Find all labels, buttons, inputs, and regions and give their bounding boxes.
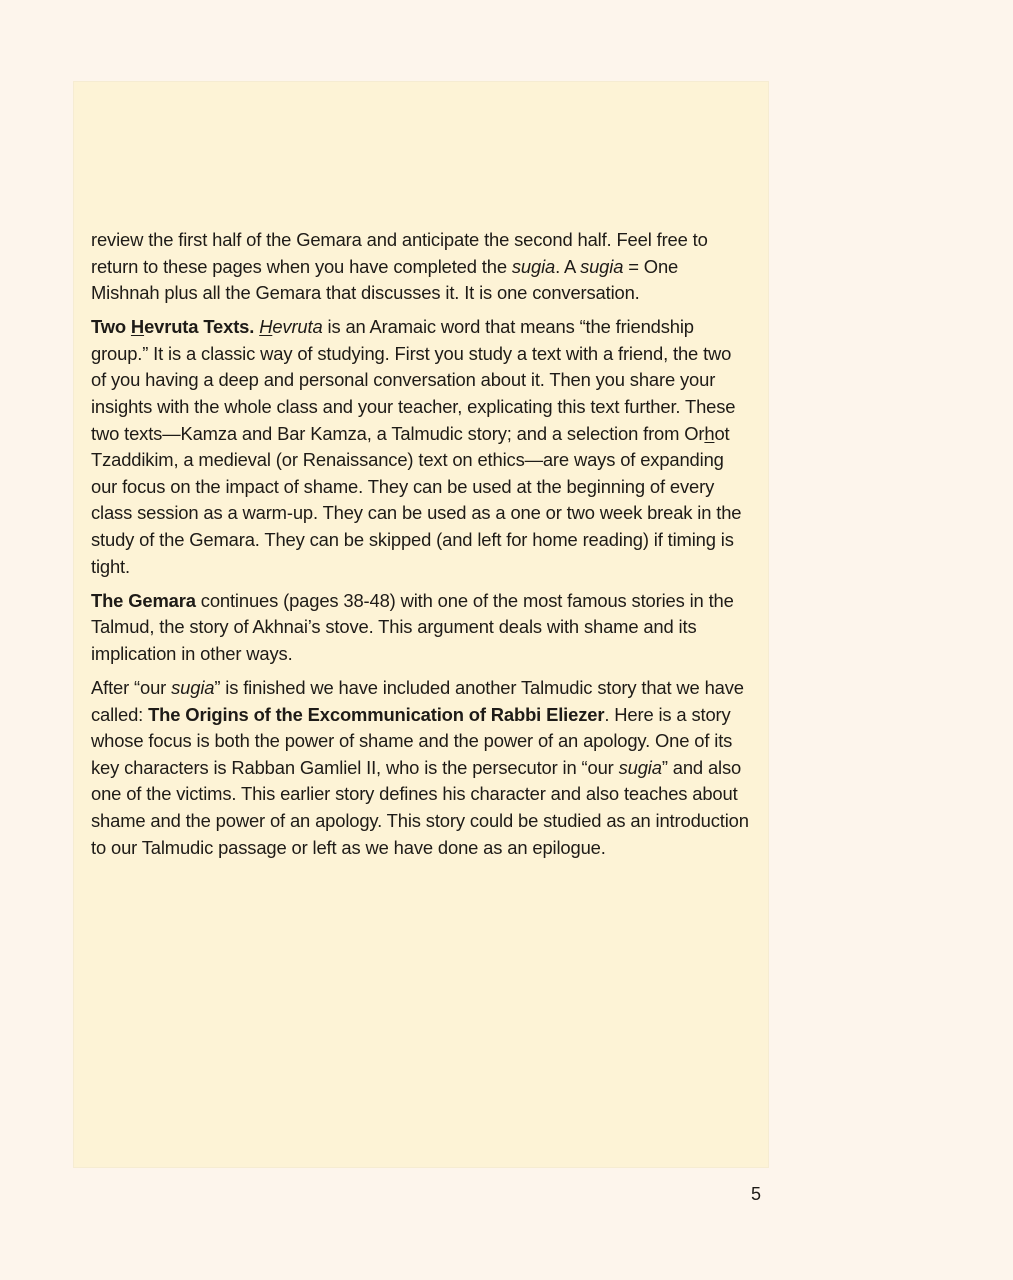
- text-run: . Here is a story whose focus is both the power of shame and the power of an apology. One of its key characters is Rabban Gamliel II, who is the persecutor in “our: [91, 703, 733, 778]
- paragraph-hevruta-texts: [91, 314, 751, 580]
- heading-run: evruta Texts.: [144, 316, 255, 338]
- italic-term: sugia: [511, 255, 556, 277]
- paragraph-gemara: [91, 588, 751, 668]
- hevruta-heading: [91, 316, 254, 337]
- page-number: 5: [750, 1184, 761, 1204]
- italic-term: evruta: [272, 316, 323, 338]
- italic-underlined-letter: H: [259, 316, 273, 338]
- italic-term: sugia: [580, 255, 624, 277]
- text-run: ” is finished we have included another Talmudic story that we have called:: [91, 677, 744, 725]
- underlined-letter: h: [704, 422, 715, 444]
- text-run: After “our: [91, 677, 172, 698]
- italic-term: sugia: [618, 756, 662, 778]
- heading-underlined-letter: H: [130, 316, 145, 338]
- text-run: = One Mishnah plus all the Gemara that discusses it. It is one conversation.: [91, 255, 679, 304]
- story-title: The Origins of the Excommunication of Rabbi Eliezer: [148, 703, 605, 725]
- text-run: is an Aramaic word that means “the friendship group.” It is a classic way of studying. First you study a text with a friend, the two of you having a deep and personal conversation about it. Then you share your insights with the whole class and your teacher, explicating this text further. These two texts—Kamza and Bar Kamza, a Talmudic story; and a selection from Or: [91, 316, 736, 444]
- text-run: ” and also one of the victims. This earlier story defines his character and also teaches about shame and the power of an apology. This story could be studied as an introduction to our Talmudic passage or left as we have done as an epilogue.: [91, 756, 749, 858]
- paragraph-intro-continuation: [91, 227, 751, 307]
- text-run: . A: [555, 255, 581, 277]
- text-run: continues (pages 38-48) with one of the most famous stories in the Talmud, the story of Akhnai’s stove. This argument deals with shame and its implication in other ways.: [91, 589, 734, 664]
- text-run: review the first half of the Gemara and anticipate the second half. Feel free to return to these pages when you have completed the: [91, 229, 708, 277]
- paragraph-excommunication: [91, 675, 751, 861]
- italic-term: sugia: [171, 677, 215, 698]
- text-run: ot Tzaddikim, a medieval (or Renaissance) text on ethics—are ways of expanding our focus on the impact of shame. They can be used at the beginning of every class session as a warm-up. They can be used as a one or two week break in the study of the Gemara. They can be skipped (and left for home reading) if timing is tight.: [91, 422, 742, 577]
- heading-run: Two: [91, 316, 131, 338]
- body-text: [91, 227, 751, 869]
- gemara-heading: The Gemara: [91, 589, 196, 611]
- page-panel: [74, 82, 768, 1167]
